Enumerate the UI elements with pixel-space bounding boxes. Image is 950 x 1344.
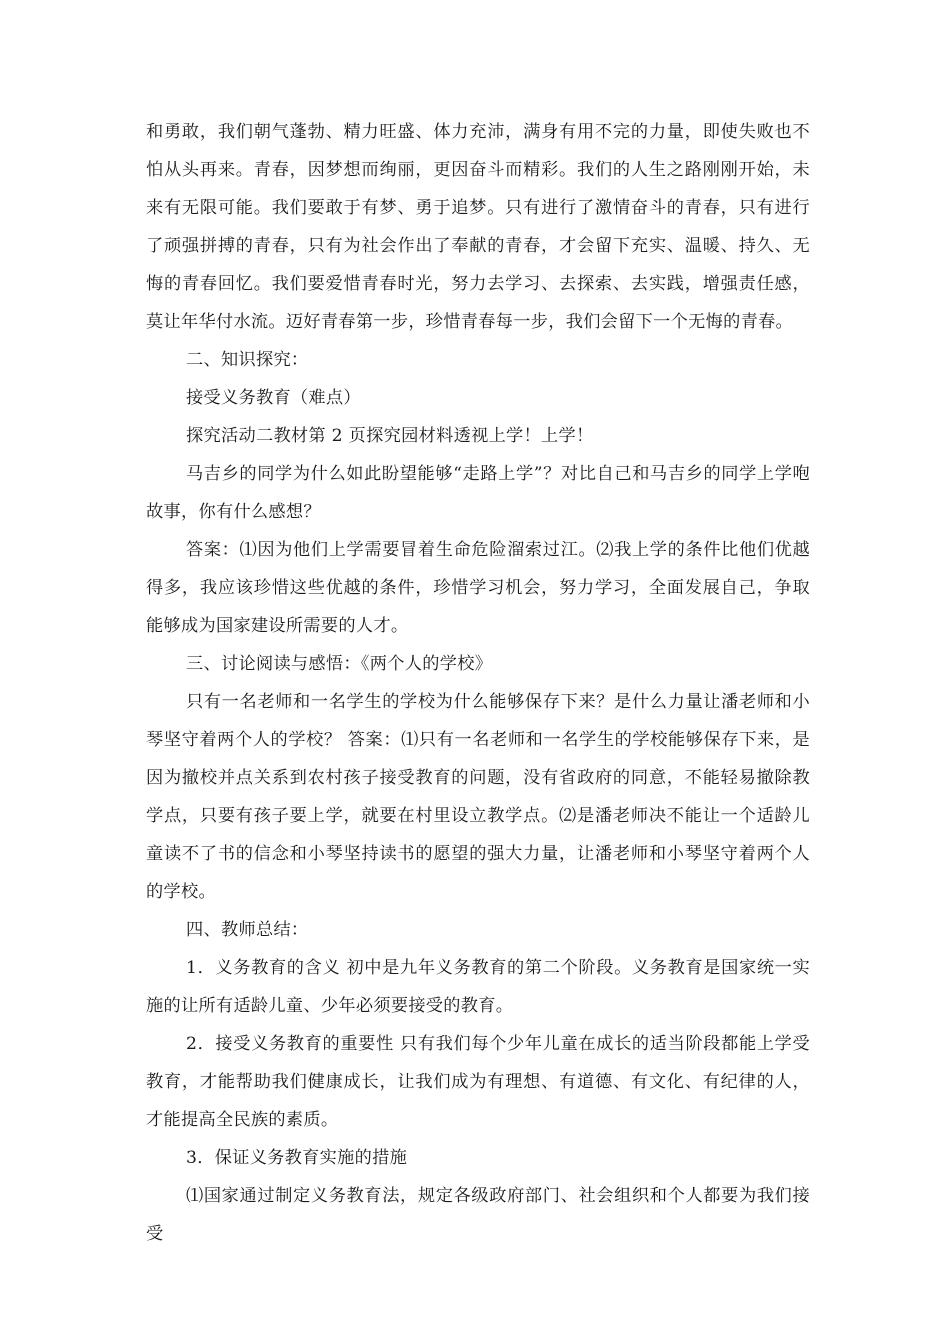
heading-teacher-summary: 四、教师总结： [186,920,309,940]
document-body [146,113,810,1253]
question-answer-two-person-school: 只有一名老师和一名学生的学校为什么能够保存下来？是什么力量让潘老师和小琴坚守着两个人的学校？ 答案：⑴只有一名老师和一名学生的学校能够保存下来，是因为撤校并点关系到农村孩子接受教育的问题，没有省政府的同意，不能轻易撤除教学点，只要有孩子要上学，就要在村里设立教学点。⑵是潘老师决不能让一个适龄儿童读不了书的信念和小琴坚持读书的愿望的强大力量，让潘老师和小琴坚守着两个人的学校。 [146,692,810,902]
summary-point-3: 3．保证义务教育实施的措施 [186,1148,408,1168]
subheading-compulsory-education: 接受义务教育（难点） [186,388,361,408]
heading-discussion-reading: 三、讨论阅读与感悟：《两个人的学校》 [186,654,493,674]
activity-two-line: 探究活动二教材第 2 页探究园材料透视上学！上学！ [186,426,594,446]
summary-point-3-item-1: ⑴国家通过制定义务教育法，规定各级政府部门、社会组织和个人都要为我们接受 [146,1186,810,1244]
question-majixiang: 马吉乡的同学为什么如此盼望能够“走路上学”？对比自己和马吉乡的同学上学咆故事，你有什么感想？ [146,464,810,522]
paragraph-intro-continuation: 和勇敢，我们朝气蓬勃、精力旺盛、体力充沛，满身有用不完的力量，即使失败也不怕从头再来。青春，因梦想而绚丽，更因奋斗而精彩。我们的人生之路刚刚开始，未来有无限可能。我们要敢于有梦、勇于追梦。只有进行了激情奋斗的青春，只有进行了顽强拼搏的青春，只有为社会作出了奉献的青春，才会留下充实、温暖、持久、无悔的青春回忆。我们要爱惜青春时光，努力去学习、去探索、去实践，增强责任感，莫让年华付水流。迈好青春第一步，珍惜青春每一步，我们会留下一个无悔的青春。 [146,122,810,332]
answer-majixiang: 答案：⑴因为他们上学需要冒着生命危险溜索过江。⑵我上学的条件比他们优越得多，我应该珍惜这些优越的条件，珍惜学习机会，努力学习，全面发展自己，争取能够成为国家建设所需要的人才。 [146,540,810,636]
summary-point-2: 2．接受义务教育的重要性 只有我们每个少年儿童在成长的适当阶段都能上学受教育，才能帮助我们健康成长，让我们成为有理想、有道德、有文化、有纪律的人，才能提高全民族的素质。 [146,1034,810,1130]
heading-knowledge-exploration: 二、知识探究： [186,350,309,370]
summary-point-1: 1．义务教育的含义 初中是九年义务教育的第二个阶段。义务教育是国家统一实施的让所有适龄儿童、少年必须要接受的教育。 [146,958,810,1016]
